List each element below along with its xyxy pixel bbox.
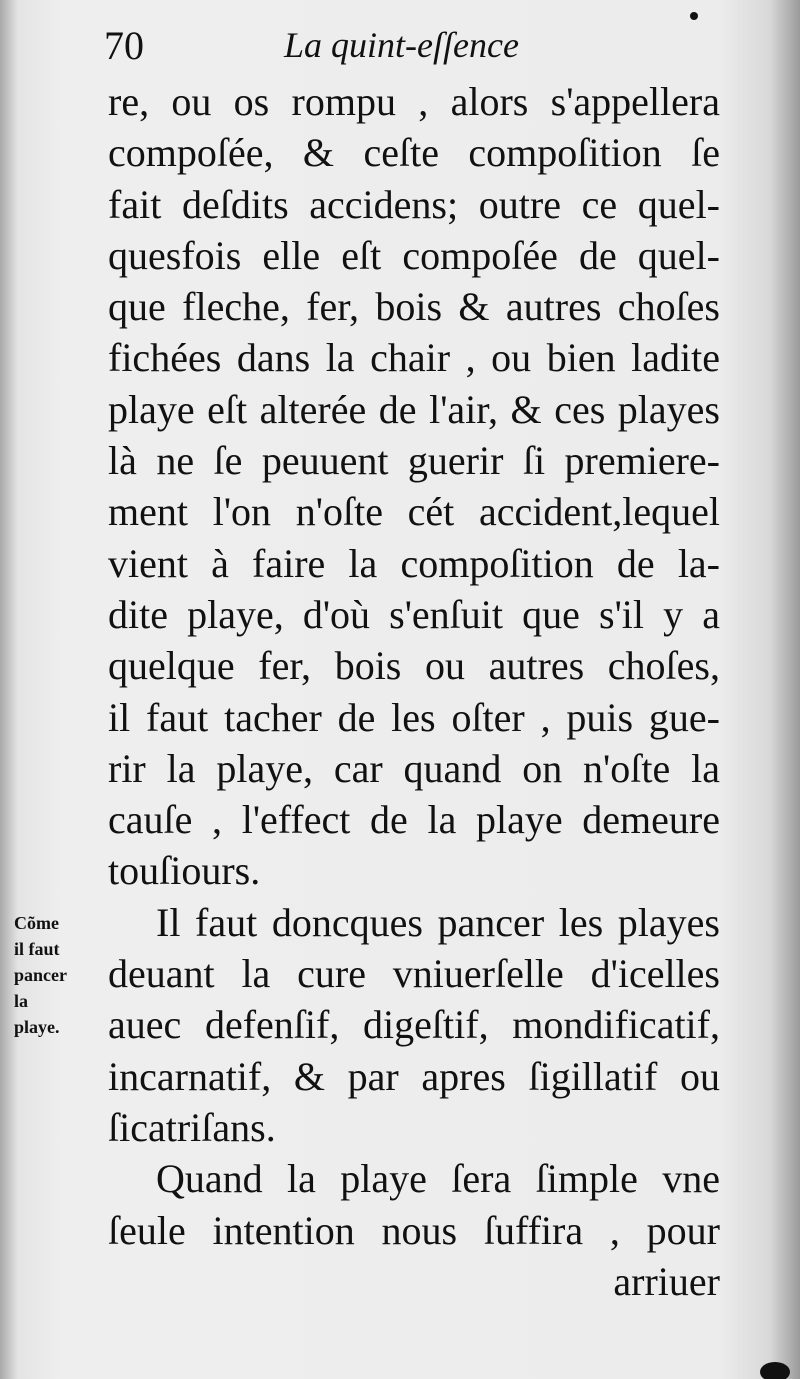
body-text: [108, 76, 720, 1307]
text-line: compoſée, & ceſte compoſition ſe: [108, 130, 720, 176]
margin-note-line: pancer: [14, 965, 67, 985]
text-line: touſiours.: [108, 848, 261, 894]
ink-spot: [690, 12, 698, 20]
text-line: il faut tacher de les oſter , puis gue-: [108, 694, 720, 740]
text-line: là ne ſe peuuent guerir ſi premiere-: [108, 438, 720, 484]
margin-note: [14, 910, 96, 1040]
text-line: ment l'on n'oſte cét accident,lequel: [108, 489, 720, 535]
text-line: ſicatriſans.: [108, 1104, 276, 1150]
ink-spot: [760, 1362, 790, 1379]
catchword: arriuer: [613, 1258, 720, 1304]
margin-note-line: playe.: [14, 1017, 60, 1037]
text-line: rir la playe, car quand on n'oſte la: [108, 745, 720, 791]
running-title: La quint-eſſence: [284, 25, 519, 65]
text-line: quelque fer, bois ou autres choſes,: [108, 643, 720, 689]
text-line: vient à faire la compoſition de la-: [108, 540, 720, 586]
text-line: fichées dans la chair , ou bien ladite: [108, 335, 720, 381]
text-line: cauſe , l'effect de la playe demeure: [108, 797, 720, 843]
text-line: re, ou os rompu , alors s'appellera: [108, 79, 720, 124]
text-line: auec defenſif, digeſtif, mondificatif,: [108, 1002, 720, 1048]
text-line: deuant la cure vniuerſelle d'icelles: [108, 951, 720, 997]
text-line: ſeule intention nous ſuffira , pour: [108, 1207, 720, 1253]
text-line: Quand la playe ſera ſimple vne: [156, 1156, 720, 1202]
page-header: [104, 22, 704, 74]
margin-note-line: Cõme: [14, 913, 59, 933]
text-line: dite playe, d'où s'enſuit que s'il y a: [108, 591, 720, 637]
text-line: quesfois elle eſt compoſée de quel-: [108, 232, 720, 278]
page-number: 70: [104, 23, 144, 68]
text-line: fait deſdits accidens; outre ce quel-: [108, 181, 720, 227]
margin-note-line: la: [14, 991, 29, 1011]
text-line: que fleche, fer, bois & autres choſes: [108, 284, 720, 330]
text-line: Il faut doncques pancer les playes: [156, 899, 720, 945]
margin-note-line: il faut: [14, 939, 60, 959]
text-line: incarnatif, & par apres ſigillatif ou: [108, 1053, 720, 1099]
text-line: playe eſt alterée de l'air, & ces playes: [108, 386, 720, 432]
